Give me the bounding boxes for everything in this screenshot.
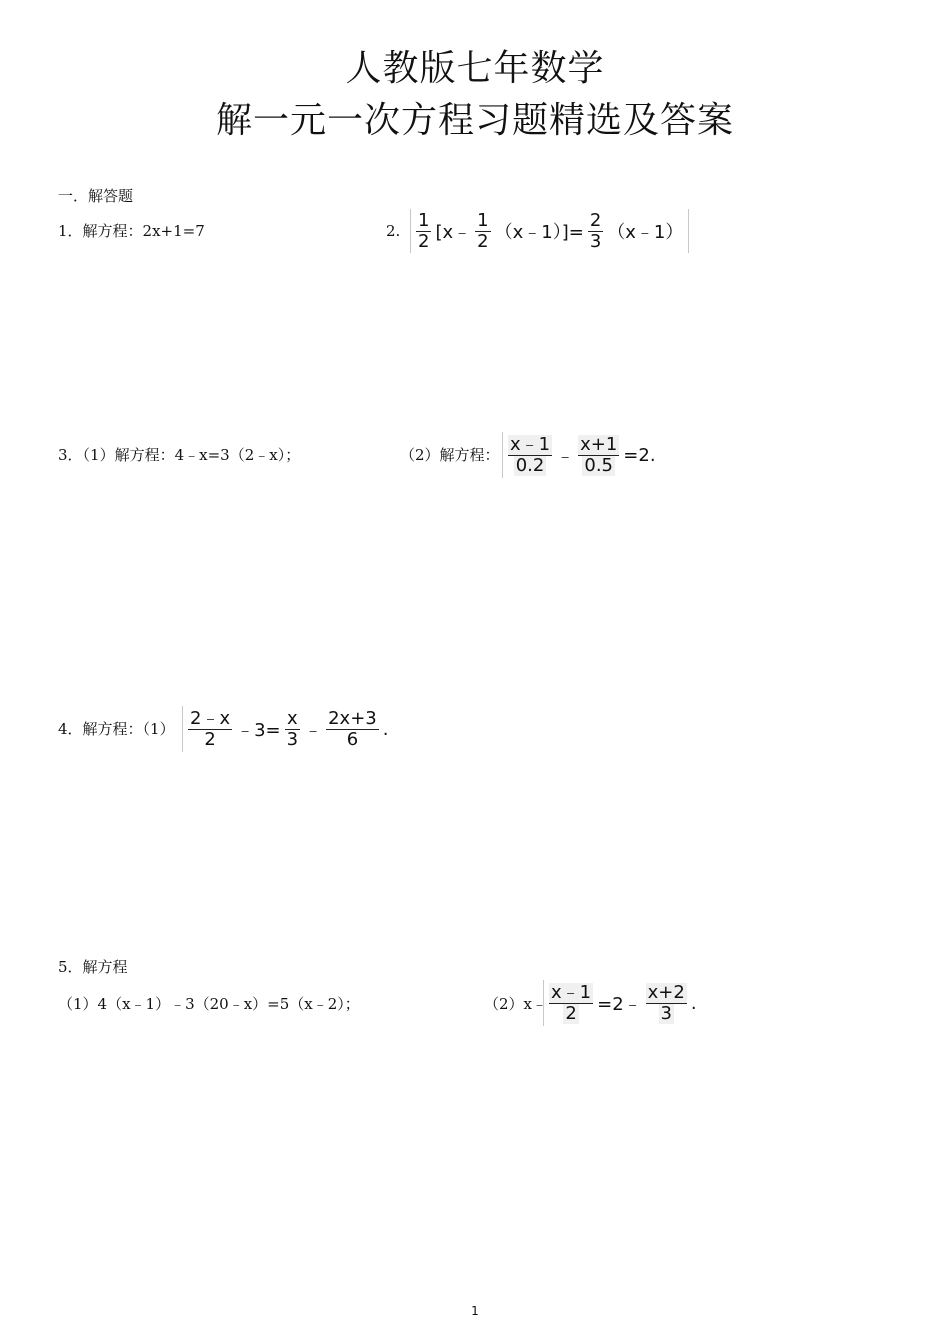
question-3-part2-label: （2）解方程： <box>400 446 500 464</box>
page-number: 1 <box>471 1304 479 1318</box>
fraction-one-half <box>475 211 490 252</box>
fraction <box>285 709 300 750</box>
equation-part: （x﹣1） <box>607 222 684 243</box>
fraction-denominator: 2 <box>418 230 430 252</box>
minus-sign: ﹣ <box>304 720 323 741</box>
fraction-numerator: x <box>287 707 298 729</box>
fraction <box>549 983 593 1024</box>
equation-part: [x﹣ <box>435 222 472 243</box>
fraction <box>326 709 379 750</box>
fraction-denominator: 6 <box>346 728 359 750</box>
equation-rhs: =2. <box>623 444 656 466</box>
equation-part: ﹣3= <box>236 720 281 741</box>
fraction-one-half <box>416 211 431 252</box>
fraction-numerator: 2 <box>589 209 602 231</box>
question-2-label: 2. <box>386 222 401 240</box>
section-heading: 一．解答题 <box>58 187 134 205</box>
question-3-equation <box>502 432 661 478</box>
fraction-denominator: 3 <box>589 230 602 252</box>
fraction <box>578 435 619 476</box>
fraction-denominator: 2 <box>565 1002 577 1024</box>
fraction-two-thirds <box>588 211 603 252</box>
fraction-denominator: 0.5 <box>584 454 614 476</box>
equation-part: =2﹣ <box>597 994 642 1015</box>
question-5-part2-label: （2）x﹣ <box>484 995 548 1013</box>
fraction-denominator: 3 <box>660 1002 672 1024</box>
question-3-part1: 3．（1）解方程：4﹣x=3（2﹣x）； <box>58 446 301 464</box>
fraction-numerator: x+1 <box>580 433 618 455</box>
question-2-equation <box>410 209 689 253</box>
fraction-numerator: x﹣1 <box>551 981 592 1003</box>
minus-sign: ﹣ <box>556 446 575 467</box>
question-5-equation <box>543 980 702 1026</box>
document-title-line1: 人教版七年数学 <box>345 48 605 89</box>
fraction <box>508 435 552 476</box>
fraction-numerator: 2﹣x <box>190 707 231 729</box>
equation-end: . <box>690 992 697 1014</box>
fraction <box>646 983 687 1024</box>
equation-part: （x﹣1）]= <box>494 222 584 243</box>
fraction-numerator: 1 <box>418 209 430 231</box>
fraction-numerator: x﹣1 <box>510 433 551 455</box>
question-4-label: 4．解方程：（1） <box>58 720 175 738</box>
question-5-label: 5．解方程 <box>58 958 128 976</box>
document-title-line2: 解一元一次方程习题精选及答案 <box>215 100 734 141</box>
fraction-numerator: x+2 <box>647 981 685 1003</box>
fraction-numerator: 2x+3 <box>328 707 377 729</box>
fraction-denominator: 3 <box>286 728 299 750</box>
question-4-equation <box>182 706 393 752</box>
question-1: 1．解方程：2x+1=7 <box>58 222 205 240</box>
fraction <box>188 709 232 750</box>
fraction-denominator: 2 <box>477 230 489 252</box>
fraction-denominator: 0.2 <box>515 454 545 476</box>
equation-end: . <box>382 718 389 740</box>
fraction-denominator: 2 <box>204 728 216 750</box>
fraction-numerator: 1 <box>477 209 489 231</box>
question-5-part1: （1）4（x﹣1）﹣3（20﹣x）=5（x﹣2）； <box>58 995 360 1013</box>
